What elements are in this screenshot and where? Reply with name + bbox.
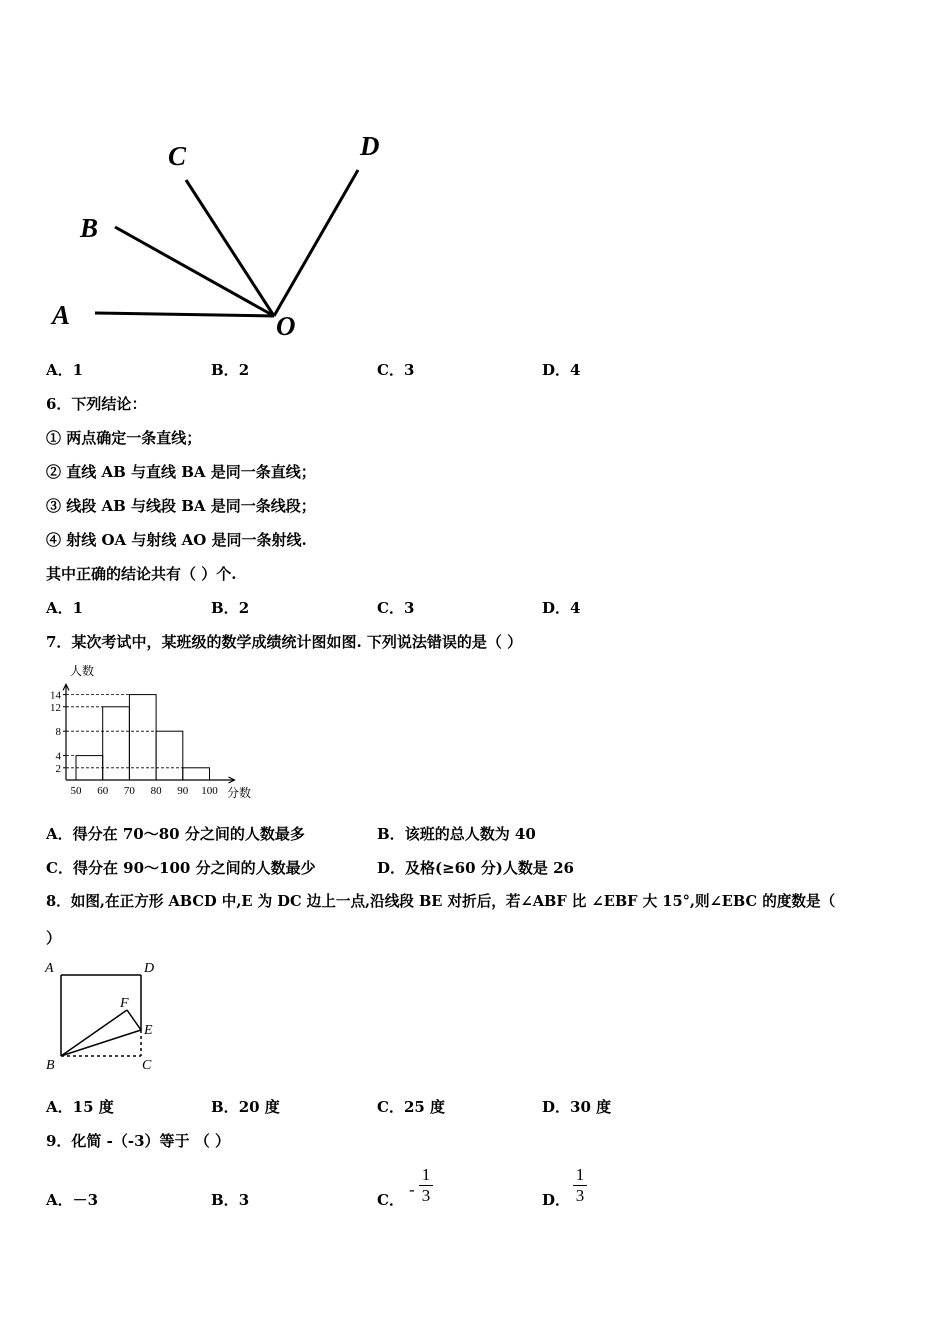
histogram-x-label: 分数 — [227, 786, 252, 800]
score-histogram — [40, 660, 270, 805]
fraction-denominator: 3 — [421, 1186, 431, 1205]
point-label-a: A — [52, 300, 71, 330]
q5-option-c[interactable] — [377, 361, 414, 379]
x-tick-label: 50 — [70, 785, 82, 797]
q7-stem: 7．某次考试中，某班级的数学成绩统计图如图. 下列说法错误的是（ ） — [46, 633, 523, 651]
point-label-c: C — [168, 141, 187, 171]
y-tick-label: 14 — [50, 689, 61, 702]
q6-stem: 6．下列结论： — [46, 395, 147, 413]
option-key: D． — [542, 599, 571, 617]
q8-option-b[interactable] — [211, 1098, 280, 1116]
option-key: A． — [46, 361, 73, 379]
histogram-bar — [129, 695, 156, 780]
q7-option-a[interactable] — [46, 825, 305, 843]
option-text: 2 — [238, 599, 250, 617]
option-text: 3 — [403, 361, 415, 379]
option-key: C． — [377, 361, 404, 379]
option-text: 3 — [238, 1191, 250, 1209]
histogram-y-ticks — [50, 690, 66, 775]
option-key: B． — [211, 1191, 239, 1209]
option-key: D． — [542, 1098, 571, 1116]
option-text: 30 度 — [570, 1098, 612, 1116]
q9-option-d-fraction — [573, 1166, 587, 1205]
option-key: A． — [46, 1191, 73, 1209]
q9-option-c[interactable] — [377, 1191, 404, 1209]
histogram-bar — [156, 731, 183, 780]
option-text: 4 — [570, 361, 581, 379]
q8-option-d[interactable] — [542, 1098, 611, 1116]
histogram-bar — [103, 707, 130, 780]
option-key: D． — [542, 1191, 571, 1209]
q9-stem: 9．化简 -（-3）等于 （ ） — [46, 1132, 230, 1150]
square-figure — [40, 955, 170, 1080]
q6-option-a[interactable] — [46, 599, 83, 617]
x-tick-label: 90 — [177, 785, 189, 797]
option-text: 该班的总人数为 40 — [404, 825, 536, 843]
q7-option-b[interactable] — [377, 825, 536, 843]
q8-stem-line1: 8．如图,在正方形 ABCD 中,E 为 DC 边上一点,沿线段 BE 对折后，若∠ABF 比 ∠EBF 大 15°,则∠EBC 的度数是（ — [46, 893, 836, 910]
option-key: D． — [377, 859, 406, 877]
q6-statement-2: ② 直线 AB 与直线 BA 是同一条直线； — [46, 463, 316, 481]
point-label-d: D — [360, 131, 380, 161]
option-text: 3 — [403, 599, 415, 617]
option-text: 2 — [238, 361, 250, 379]
rays-figure — [40, 125, 420, 355]
q6-statement-4: ④ 射线 OA 与射线 AO 是同一条射线. — [46, 531, 307, 549]
square-label-d: D — [144, 961, 155, 976]
q6-statement-1: ① 两点确定一条直线； — [46, 429, 202, 447]
rays — [95, 170, 358, 316]
option-key: C． — [377, 1191, 404, 1209]
ray-ob — [115, 227, 274, 316]
square-label-f: F — [120, 996, 129, 1011]
ray-oa — [95, 313, 274, 316]
option-text: 15 度 — [72, 1098, 114, 1116]
option-key: D． — [542, 361, 571, 379]
option-text: 得分在 70～80 分之间的人数最多 — [72, 825, 305, 843]
option-text: 及格(≥60 分)人数是 26 — [405, 859, 574, 877]
option-text: 得分在 90～100 分之间的人数最少 — [72, 859, 316, 877]
x-tick-label: 80 — [150, 785, 162, 797]
q8-option-c[interactable] — [377, 1098, 445, 1116]
y-tick-label: 2 — [55, 762, 61, 775]
q9-option-c-fraction — [419, 1166, 433, 1205]
square-label-a: A — [45, 961, 54, 976]
histogram-x-ticks — [71, 785, 219, 797]
ray-oc — [186, 180, 274, 316]
ray-od — [274, 170, 358, 316]
option-text: 25 度 — [403, 1098, 446, 1116]
x-tick-label: 60 — [97, 785, 109, 797]
option-key: A． — [46, 599, 73, 617]
histogram-bar — [183, 768, 210, 780]
option-key: B． — [211, 1098, 239, 1116]
x-tick-label: 70 — [123, 785, 135, 797]
y-tick-label: 8 — [55, 726, 61, 739]
option-text: 4 — [570, 599, 581, 617]
q7-option-d[interactable] — [377, 859, 574, 877]
q5-option-a[interactable] — [46, 361, 83, 379]
q9-option-a[interactable] — [46, 1191, 98, 1209]
fraction-numerator: 1 — [421, 1165, 431, 1184]
histogram-bars — [76, 695, 210, 780]
q6-option-b[interactable] — [211, 599, 249, 617]
histogram-y-label: 人数 — [70, 664, 95, 678]
option-text: 1 — [72, 361, 84, 379]
option-key: C． — [377, 599, 404, 617]
q8-option-a[interactable] — [46, 1098, 114, 1116]
option-text: 20 度 — [238, 1098, 280, 1116]
q9-option-b[interactable] — [211, 1191, 249, 1209]
option-key: B． — [211, 361, 239, 379]
q6-statement-3: ③ 线段 AB 与线段 BA 是同一条线段； — [46, 497, 316, 515]
y-tick-label: 12 — [50, 701, 61, 714]
point-label-o: O — [276, 311, 296, 341]
fraction-numerator: 1 — [575, 1165, 585, 1184]
x-tick-label: 100 — [201, 785, 218, 797]
option-key: A． — [46, 825, 73, 843]
q6-option-d[interactable] — [542, 599, 580, 617]
option-key: C． — [377, 1098, 404, 1116]
segment-fe — [127, 1010, 141, 1030]
q9-option-d[interactable] — [542, 1191, 570, 1209]
q6-option-c[interactable] — [377, 599, 414, 617]
square-label-b: B — [46, 1058, 55, 1073]
square-label-c: C — [142, 1058, 152, 1073]
segment-be — [61, 1030, 141, 1056]
segment-bf — [61, 1010, 127, 1056]
point-label-b: B — [80, 213, 99, 243]
option-key: C． — [46, 859, 73, 877]
option-key: A． — [46, 1098, 73, 1116]
option-key: B． — [377, 825, 405, 843]
q6-question: 其中正确的结论共有（ ）个. — [46, 565, 237, 583]
q5-option-d[interactable] — [542, 361, 580, 379]
q9-option-c-sign: - — [409, 1180, 415, 1199]
square-label-e: E — [144, 1023, 153, 1038]
option-text: －3 — [72, 1191, 99, 1209]
option-key: B． — [211, 599, 239, 617]
option-text: 1 — [72, 599, 84, 617]
fraction-denominator: 3 — [575, 1186, 585, 1205]
y-tick-label: 4 — [55, 750, 61, 763]
q7-option-c[interactable] — [46, 859, 316, 877]
q5-option-b[interactable] — [211, 361, 249, 379]
q8-stem-line2: ） — [46, 929, 62, 947]
